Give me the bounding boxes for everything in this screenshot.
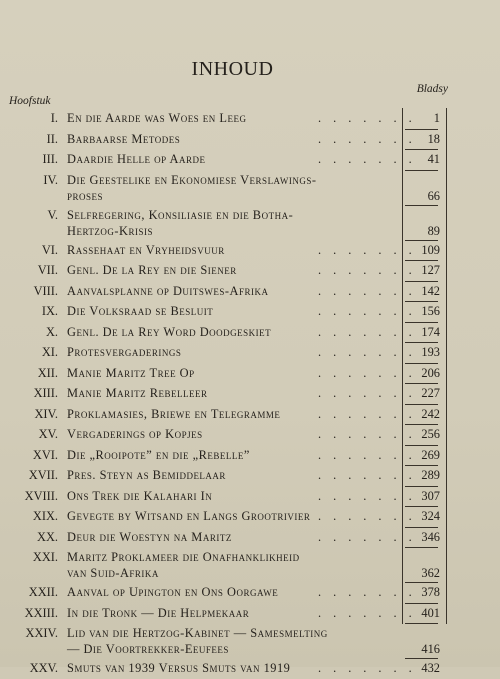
dot-leader: ....... bbox=[318, 152, 424, 166]
toc-entry bbox=[0, 527, 500, 548]
chapter-title: Barbaarse Metodes bbox=[67, 131, 181, 146]
toc-entry bbox=[0, 506, 500, 527]
dot-leader: ....... bbox=[318, 661, 424, 675]
dot-leader: ....... bbox=[318, 131, 424, 146]
page-column-header: Bladsy bbox=[416, 83, 448, 95]
chapter-title: Die „Rooipote” en die „Rebelle” bbox=[67, 447, 250, 462]
chapter-title: Die Volksraad se Besluit bbox=[67, 304, 214, 318]
chapter-number: II. bbox=[46, 131, 58, 146]
chapter-number: VII. bbox=[37, 263, 58, 277]
chapter-number: XXIV. bbox=[25, 626, 58, 640]
page-number-separator bbox=[405, 445, 438, 446]
chapter-title: Selfregering, Konsiliasie en die Botha- bbox=[67, 207, 294, 222]
toc-entry bbox=[0, 465, 500, 486]
dot-leader: ....... bbox=[318, 365, 424, 380]
page-number-separator bbox=[405, 301, 438, 302]
page-number: 206 bbox=[421, 365, 440, 380]
chapter-number: XV. bbox=[38, 427, 58, 441]
toc-entry bbox=[0, 658, 500, 679]
page-number: 227 bbox=[421, 386, 440, 400]
chapter-title: Deur die Woestyn na Maritz bbox=[67, 529, 232, 544]
chapter-number: XX. bbox=[37, 529, 58, 544]
chapter-number: VI. bbox=[41, 242, 58, 257]
chapter-number: I. bbox=[50, 111, 58, 125]
toc-entry bbox=[0, 129, 500, 150]
page-number: 324 bbox=[421, 509, 440, 523]
page-number: 127 bbox=[421, 263, 440, 277]
page-number: 362 bbox=[421, 566, 440, 580]
chapter-title: Lid van die Hertzog-Kabinet — Samesmelting bbox=[67, 626, 328, 640]
page-number-separator bbox=[405, 363, 438, 364]
page-number-separator bbox=[405, 170, 438, 171]
dot-leader: ....... bbox=[318, 468, 424, 482]
toc-entry bbox=[0, 486, 500, 507]
toc-entry bbox=[0, 547, 500, 582]
page-number: 109 bbox=[421, 242, 440, 257]
page-number-separator bbox=[405, 658, 438, 659]
page-number-separator bbox=[405, 404, 438, 405]
page-number: 142 bbox=[421, 283, 440, 298]
chapter-title: Proklamasies, Briewe en Telegramme bbox=[67, 406, 281, 421]
page-number: 432 bbox=[421, 661, 440, 675]
chapter-title: Rassehaat en Vryheidsvuur bbox=[67, 242, 225, 257]
page-number-separator bbox=[405, 322, 438, 323]
dot-leader: ....... bbox=[318, 345, 424, 359]
page-number-separator bbox=[405, 260, 438, 261]
toc-entry bbox=[0, 108, 500, 129]
page-number: 193 bbox=[421, 345, 440, 359]
chapter-number: III. bbox=[42, 152, 58, 166]
dot-leader: ....... bbox=[318, 509, 424, 523]
toc-entry bbox=[0, 424, 500, 445]
page-number: 18 bbox=[427, 131, 440, 146]
chapter-title: Vergaderings op Kopjes bbox=[67, 427, 203, 441]
toc-entry bbox=[0, 445, 500, 466]
page-number-separator bbox=[405, 547, 438, 548]
dot-leader: ....... bbox=[318, 529, 424, 544]
chapter-title: Ons Trek die Kalahari In bbox=[67, 488, 213, 503]
chapter-number: XIX. bbox=[32, 509, 58, 523]
chapter-number: XVIII. bbox=[24, 488, 58, 503]
chapter-title: Aanval op Upington en Ons Oorgawe bbox=[67, 585, 279, 599]
page-number-separator bbox=[405, 129, 438, 130]
dot-leader: ....... bbox=[318, 585, 424, 599]
page-number-separator bbox=[405, 281, 438, 282]
chapter-number: XXI. bbox=[32, 550, 58, 564]
dot-leader: ....... bbox=[318, 406, 424, 421]
toc-entry bbox=[0, 342, 500, 363]
toc-entry bbox=[0, 149, 500, 170]
dot-leader: ....... bbox=[318, 427, 424, 441]
page-number: 378 bbox=[421, 585, 440, 599]
chapter-title: Protesvergaderings bbox=[67, 345, 182, 359]
chapter-title: Die Geestelike en Ekonomiese Verslawings- bbox=[67, 172, 317, 187]
page-number: 242 bbox=[421, 406, 440, 421]
chapter-number: XXII. bbox=[28, 585, 58, 599]
page-number: 289 bbox=[421, 468, 440, 482]
page-number: 416 bbox=[421, 642, 440, 656]
page-number-separator bbox=[405, 149, 438, 150]
page-number-separator bbox=[405, 424, 438, 425]
dot-leader: ....... bbox=[318, 304, 424, 318]
chapter-number: XI. bbox=[41, 345, 58, 359]
toc-entry bbox=[0, 582, 500, 603]
dot-leader: ....... bbox=[318, 447, 424, 462]
toc-entry bbox=[0, 623, 500, 658]
page-number: 156 bbox=[421, 304, 440, 318]
page-number-separator bbox=[405, 205, 438, 206]
page-number-separator bbox=[405, 527, 438, 528]
chapter-title: Manie Maritz Rebelleer bbox=[67, 386, 208, 400]
page-number-separator bbox=[405, 582, 438, 583]
toc-entry bbox=[0, 240, 500, 261]
chapter-title: Genl. De la Rey en die Siener bbox=[67, 263, 237, 277]
page-number: 401 bbox=[421, 605, 440, 620]
chapter-number: XIV. bbox=[34, 406, 58, 421]
toc-entry bbox=[0, 301, 500, 322]
chapter-title: In die Tronk — Die Helpmekaar bbox=[67, 605, 250, 620]
chapter-title: Aanvalsplanne op Duitswes-Afrika bbox=[67, 283, 269, 298]
toc-entry bbox=[0, 281, 500, 302]
chapter-title-continued: Hertzog-Krisis bbox=[67, 223, 153, 238]
chapter-title-continued: — Die Voortrekker-Eeufees bbox=[67, 642, 229, 656]
chapter-number: XVII. bbox=[28, 468, 58, 482]
toc-entry bbox=[0, 170, 500, 205]
page-number-separator bbox=[405, 486, 438, 487]
chapter-number: X. bbox=[45, 324, 58, 339]
toc-entry bbox=[0, 383, 500, 404]
chapter-title: Genl. De la Rey Word Doodgeskiet bbox=[67, 324, 272, 339]
dot-leader: ....... bbox=[318, 605, 424, 620]
page-number: 174 bbox=[421, 324, 440, 339]
page-number: 1 bbox=[433, 111, 440, 125]
page-title: INHOUD bbox=[191, 58, 274, 80]
dot-leader: ....... bbox=[318, 386, 424, 400]
chapter-number: XXIII. bbox=[24, 605, 58, 620]
chapter-title: Smuts van 1939 Versus Smuts van 1919 bbox=[67, 661, 291, 675]
dot-leader: ....... bbox=[318, 324, 424, 339]
chapter-number: IV. bbox=[43, 172, 58, 187]
chapter-column-header: Hoofstuk bbox=[9, 95, 51, 107]
page-number-separator bbox=[405, 506, 438, 507]
chapter-number: VIII. bbox=[33, 283, 58, 298]
chapter-number: XVI. bbox=[32, 447, 58, 462]
chapter-title: Manie Maritz Tree Op bbox=[67, 365, 195, 380]
chapter-title: En die Aarde was Woes en Leeg bbox=[67, 111, 247, 125]
chapter-title: Pres. Steyn as Bemiddelaar bbox=[67, 468, 226, 482]
page-number: 66 bbox=[427, 188, 440, 203]
toc-entry bbox=[0, 260, 500, 281]
chapter-number: XXV. bbox=[29, 661, 58, 675]
toc-entry bbox=[0, 404, 500, 425]
page-number: 41 bbox=[427, 152, 440, 166]
page-number-separator bbox=[405, 603, 438, 604]
toc-entry bbox=[0, 322, 500, 343]
page-number: 89 bbox=[427, 223, 440, 238]
page-number: 346 bbox=[421, 529, 440, 544]
page-number: 269 bbox=[421, 447, 440, 462]
page-number-separator bbox=[405, 383, 438, 384]
chapter-number: XII. bbox=[37, 365, 58, 380]
dot-leader: ....... bbox=[318, 488, 424, 503]
toc-entry bbox=[0, 205, 500, 240]
toc-entry bbox=[0, 363, 500, 384]
dot-leader: ....... bbox=[318, 283, 424, 298]
chapter-title-continued: proses bbox=[67, 188, 104, 203]
page-number: 256 bbox=[421, 427, 440, 441]
chapter-number: V. bbox=[47, 207, 58, 222]
dot-leader: ....... bbox=[318, 263, 424, 277]
toc-entry bbox=[0, 603, 500, 624]
chapter-number: IX. bbox=[41, 304, 58, 318]
chapter-title: Maritz Proklameer die Onafhanklikheid bbox=[67, 550, 300, 564]
page-number-separator bbox=[405, 240, 438, 241]
dot-leader: ....... bbox=[318, 242, 424, 257]
page-number: 307 bbox=[421, 488, 440, 503]
page-number-separator bbox=[405, 465, 438, 466]
chapter-title: Daardie Helle op Aarde bbox=[67, 152, 206, 166]
chapter-title-continued: van Suid-Afrika bbox=[67, 566, 159, 580]
page-number-separator bbox=[405, 342, 438, 343]
dot-leader: ....... bbox=[318, 111, 424, 125]
chapter-title: Gevegte by Witsand en Langs Grootrivier bbox=[67, 509, 311, 523]
page-number-separator bbox=[405, 623, 438, 624]
chapter-number: XIII. bbox=[33, 386, 58, 400]
